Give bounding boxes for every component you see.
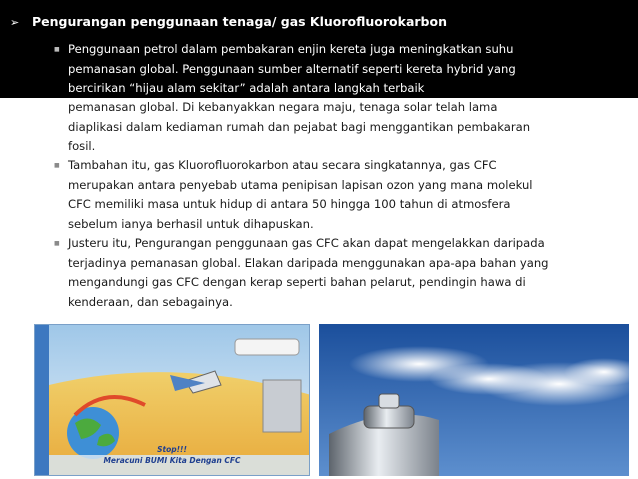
aerosol-can-image [319,324,629,476]
poster-caption-stop: Stop!!! [157,445,187,454]
heading-item [10,14,447,29]
bullet-1-part-a: Penggunaan petrol dalam pembakaran enjin kereta juga meningkatkan suhu pemanasan global. Penggunaan sumber alternatif seperti kereta hybrid yang bercirikan “hijau alam sekitar” adalah antara langkah terbaik [68,42,516,95]
bullet-3: Justeru itu, Pengurangan penggunaan gas CFC akan dapat mengelakkan daripada terjadinya pemanasan global. Elakan daripada menggunakan apa-apa bahan yang mengandungi gas CFC dengan kerap seperti bahan pelarut, pendingin hawa di kenderaan, dan sebagainya. [68,236,549,309]
arrow-right-icon: ➢ [10,16,20,29]
aerosol-can-art [319,324,629,476]
cfc-poster-image [34,324,310,476]
square-bullet-icon: ■ [54,162,60,169]
heading-text: Pengurangan penggunaan tenaga/ gas Kluorofluorokarbon [32,14,447,29]
bullet-2: Tambahan itu, gas Kluorofluorokarbon atau secara singkatannya, gas CFC merupakan antara penyebab utama penipisan lapisan ozon yang mana molekul CFC memiliki masa untuk hidup di antara 50 hingga 100 tahun di atmosfera sebelum ianya berhasil untuk dihapuskan. [68,158,533,231]
bullet-1-part-b: pemanasan global. Di kebanyakkan negara maju, tenaga solar telah lama diaplikasi dalam kediaman rumah dan pejabat bagi menggantikan pembakaran fosil. [68,100,531,153]
square-bullet-icon: ■ [54,46,60,53]
poster-caption-message: Meracuni BUMI Kita Dengan CFC [103,456,241,465]
square-bullet-icon: ■ [54,240,60,247]
